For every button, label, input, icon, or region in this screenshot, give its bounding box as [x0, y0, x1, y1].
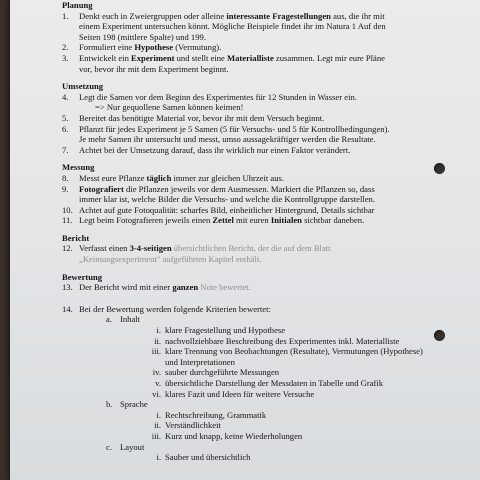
section-heading-messung: Messung: [62, 162, 95, 173]
criteria-item: v. übersichtliche Darstellung der Messdaten in Tabelle und Grafik: [155, 378, 384, 388]
criteria-item: iii. Kurz und knapp, keine Wiederholungen: [151, 430, 303, 441]
criteria-item: i. klare Fragestellung und Hypothese: [156, 325, 286, 336]
list-item: 9. Fotografiert die Pflanzen jeweils vor dem Ausmessen. Markiert die Pflanzen so, dass immer klar ist, welche Bilder die Versuchs- und welche die Kontrollgruppe darstellen.: [62, 183, 376, 205]
list-item: 14. Bei der Bewertung werden folgende Kriterien bewertet:: [62, 303, 271, 314]
criteria-item: i. Rechtschreibung, Grammatik: [156, 409, 267, 420]
list-item: 11. Legt beim Fotografieren jeweils einen Zettel mit euren Initialen sichtbar daneben.: [62, 215, 365, 226]
criteria-item: i. Sauber und übersichtlich: [156, 452, 251, 463]
section-heading-umsetzung: Umsetzung: [62, 81, 104, 92]
list-item: 6. Pflanzt für jedes Experiment je 5 Samen (5 für Versuchs- und 5 für Kontrollbedingungen). Je mehr Samen ihr untersucht und messt, umso aussagekräftiger werden die Resultate.: [62, 123, 390, 145]
section-heading-bericht: Bericht: [62, 232, 90, 243]
list-item: 13. Der Bericht wird mit einer ganzen Note bewertet.: [62, 282, 251, 293]
list-item: 12. Verfasst einen 3-4-seitigen übersichtlichen Bericht, der die auf dem Blatt „Keimungsexperiment" aufgeführten Kapitel enthält.: [62, 243, 331, 265]
criteria-group-layout: c. Layout: [106, 441, 145, 452]
list-item: 7. Achtet bei der Umsetzung darauf, dass ihr wirklich nur einen Faktor verändert.: [62, 144, 351, 155]
criteria-item: vi. klares Fazit und Ideen für weitere Versuche: [152, 388, 315, 399]
document-content: [62, 0, 467, 463]
list-item: 10. Achtet auf gute Fotoqualität: scharfes Bild, einheitlicher Hintergrund, Details sichtbar: [62, 204, 375, 215]
criteria-item: ii. Verständlichkeit: [154, 420, 221, 431]
section-heading-planung: Planung: [62, 0, 93, 10]
criteria-item: iv. sauber durchgeführte Messungen: [152, 367, 280, 378]
criteria-group-inhalt: a. Inhalt: [106, 314, 141, 325]
criteria-item: ii. nachvollziehbare Beschreibung des Experimentes inkl. Materialliste: [154, 335, 400, 346]
list-item: 8. Messt eure Pflanze täglich immer zur gleichen Uhrzeit aus.: [62, 172, 285, 183]
document-page: [10, 0, 480, 480]
list-item: 4. Legt die Samen vor dem Beginn des Experimentes für 12 Stunden in Wasser ein. => Nur gequollene Samen können keimen!: [62, 91, 357, 113]
list-item: 5. Bereitet das benötigte Material vor, bevor ihr mit dem Versuch beginnt.: [62, 112, 325, 123]
list-item: 1. Denkt euch in Zweiergruppen oder alleine interessante Fragestellungen aus, die ihr mit einem Experiment untersuchen könnt. Mögliche Beispiele findet ihr im Natura 1 Auf den Seiten 198 (mittlere Spalte) und 199.: [62, 10, 386, 42]
section-heading-bewertung: Bewertung: [62, 271, 103, 282]
list-item: 3. Entwickelt ein Experiment und stellt eine Materialliste zusammen. Legt mir eure Pläne vor, bevor ihr mit dem Experiment beginnt.: [62, 52, 385, 74]
criteria-group-sprache: b. Sprache: [106, 399, 148, 410]
list-item: 2. Formuliert eine Hypothese (Vermutung).: [62, 42, 222, 53]
criteria-item: iii. klare Trennung von Beobachtungen (Resultate), Vermutungen (Hypothese) und Interpretationen: [151, 346, 423, 367]
